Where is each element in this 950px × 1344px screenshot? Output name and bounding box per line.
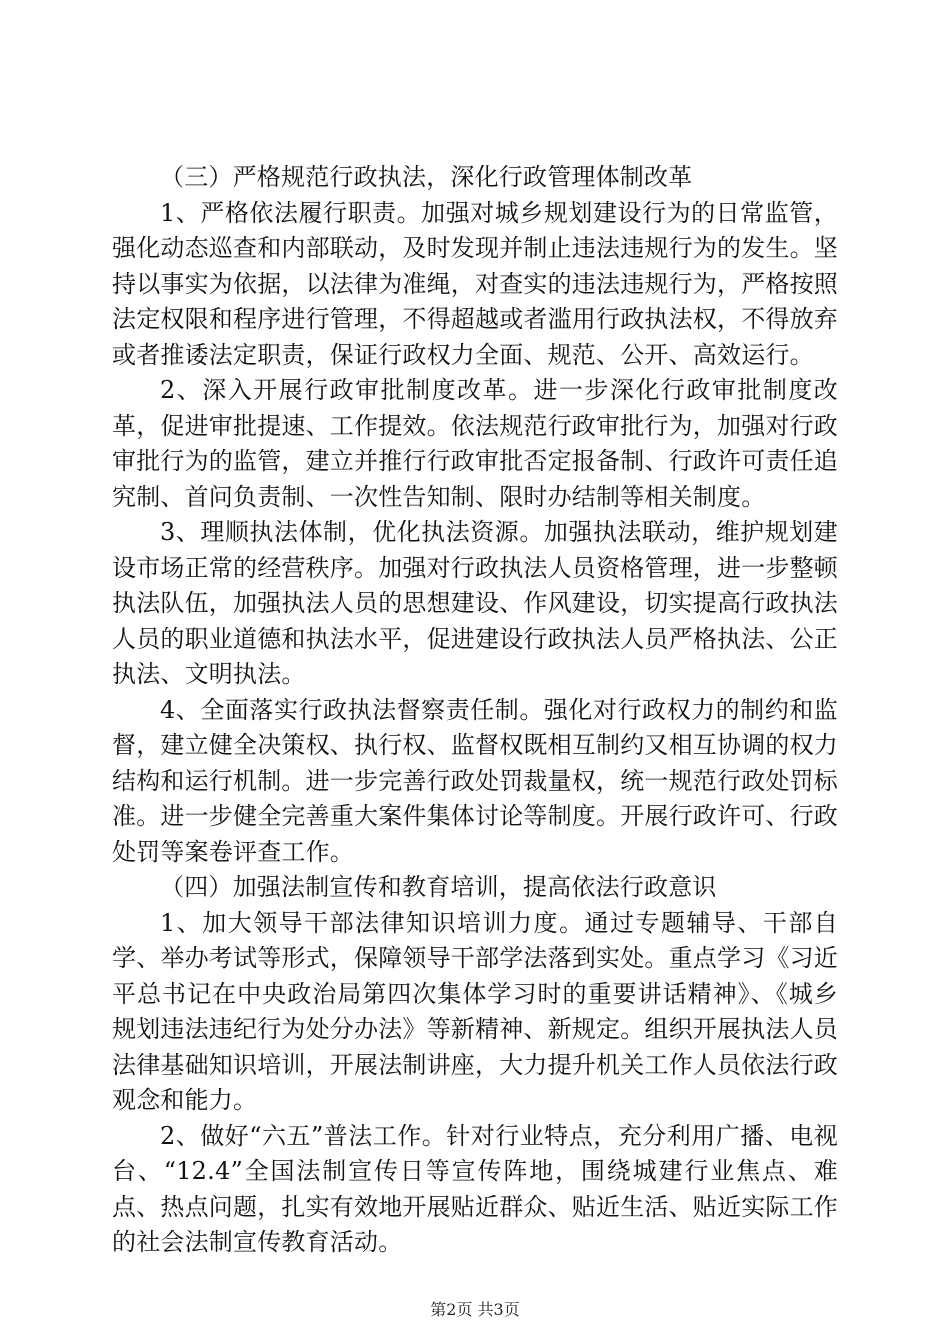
paragraph-3-1: 1、严格依法履行职责。加强对城乡规划建设行为的日常监管，强化动态巡查和内部联动，及时发现并制止违法违规行为的发生。坚持以事实为依据，以法律为准绳，对查实的违法违规行为，严格按照法定权限和程序进行管理，不得超越或者滥用行政执法权，不得放弃或者推诿法定职责，保证行政权力全面、规范、公开、高效运行。	[112, 198, 838, 369]
paragraph-4-2: 2、做好“六五”普法工作。针对行业特点，充分利用广播、电视台、“12.4”全国法制宣传日等宣传阵地，围绕城建行业焦点、难点、热点问题，扎实有效地开展贴近群众、贴近生活、贴近实际工作的社会法制宣传教育活动。	[112, 1121, 838, 1256]
page-footer: 第2页 共3页	[430, 1300, 520, 1319]
paragraph-3-3: 3、理顺执法体制，优化执法资源。加强执法联动，维护规划建设市场正常的经营秩序。加强对行政执法人员资格管理，进一步整顿执法队伍，加强执法人员的思想建设、作风建设，切实提高行政执法人员的职业道德和执法水平，促进建设行政执法人员严格执法、公正执法、文明执法。	[112, 518, 838, 688]
paragraph-3-2: 2、深入开展行政审批制度改革。进一步深化行政审批制度改革，促进审批提速、工作提效。依法规范行政审批行为，加强对行政审批行为的监管，建立并推行行政审批否定报备制、行政许可责任追究制、首问负责制、一次性告知制、限时办结制等相关制度。	[112, 376, 838, 511]
paragraph-3-4: 4、全面落实行政执法督察责任制。强化对行政权力的制约和监督，建立健全决策权、执行权、监督权既相互制约又相互协调的权力结构和运行机制。进一步完善行政处罚裁量权，统一规范行政处罚标准。进一步健全完善重大案件集体讨论等制度。开展行政许可、行政处罚等案卷评查工作。	[112, 695, 838, 866]
paragraph-4-1: 1、加大领导干部法律知识培训力度。通过专题辅导、干部自学、举办考试等形式，保障领导干部学法落到实处。重点学习《习近平总书记在中央政治局第四次集体学习时的重要讲话精神》、《城乡规划违法违纪行为处分办法》等新精神、新规定。组织开展执法人员法律基础知识培训，开展法制讲座，大力提升机关工作人员依法行政观念和能力。	[112, 908, 838, 1114]
section-heading-4: （四）加强法制宣传和教育培训，提高依法行政意识	[160, 873, 717, 901]
document-body	[112, 160, 838, 1261]
section-heading-3: （三）严格规范行政执法，深化行政管理体制改革	[160, 163, 693, 191]
